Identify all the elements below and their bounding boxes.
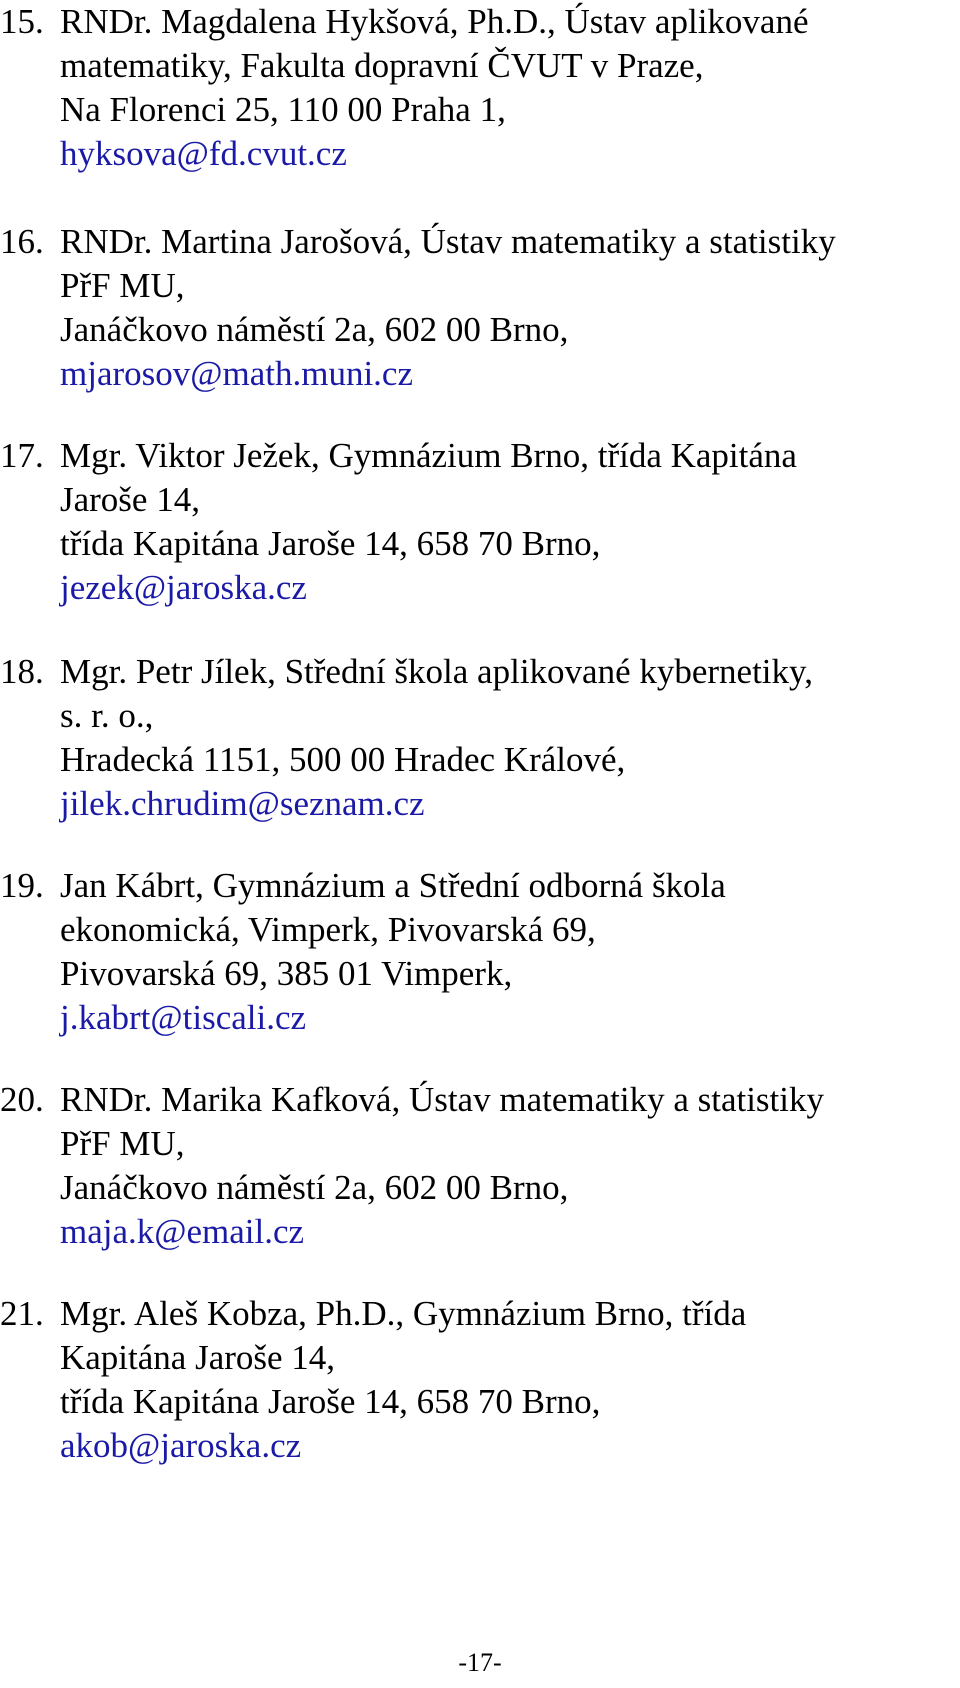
entry-line: RNDr. Martina Jarošová, Ústav matematiky a statistiky [60,222,836,261]
entry-line: Mgr. Viktor Ježek, Gymnázium Brno, třída Kapitána [60,436,797,475]
entry-number: 19. [0,866,44,905]
entry-number: 17. [0,436,44,475]
entry-number: 21. [0,1294,44,1333]
entry-number: 15. [0,2,44,41]
entry-line: PřF MU, [60,1124,185,1163]
entry-number: 18. [0,652,44,691]
entry-line: třída Kapitána Jaroše 14, 658 70 Brno, [60,524,601,563]
entry-line: matematiky, Fakulta dopravní ČVUT v Praze, [60,46,704,85]
entry-number: 16. [0,222,44,261]
entry-line: Pivovarská 69, 385 01 Vimperk, [60,954,513,993]
email-link[interactable]: hyksova@fd.cvut.cz [60,134,347,173]
email-link[interactable]: jezek@jaroska.cz [60,568,307,607]
email-link[interactable]: jilek.chrudim@seznam.cz [60,784,425,823]
entry-line: Janáčkovo náměstí 2a, 602 00 Brno, [60,310,569,349]
entry-line: RNDr. Marika Kafková, Ústav matematiky a statistiky [60,1080,825,1119]
entry-number: 20. [0,1080,44,1119]
email-link[interactable]: j.kabrt@tiscali.cz [60,998,307,1037]
email-link[interactable]: mjarosov@math.muni.cz [60,354,413,393]
entry-line: Mgr. Petr Jílek, Střední škola aplikované kybernetiky, [60,652,814,691]
page-number: -17- [458,1648,502,1677]
entry-line: Jan Kábrt, Gymnázium a Střední odborná škola [60,866,726,905]
entry-line: Jaroše 14, [60,480,200,519]
entry-line: RNDr. Magdalena Hykšová, Ph.D., Ústav aplikované [60,2,809,41]
email-link[interactable]: maja.k@email.cz [60,1212,305,1251]
entry-line: Mgr. Aleš Kobza, Ph.D., Gymnázium Brno, třída [60,1294,747,1333]
entry-line: s. r. o., [60,696,154,735]
entry-line: ekonomická, Vimperk, Pivovarská 69, [60,910,596,949]
entry-line: PřF MU, [60,266,185,305]
entry-line: třída Kapitána Jaroše 14, 658 70 Brno, [60,1382,601,1421]
entry-line: Na Florenci 25, 110 00 Praha 1, [60,90,506,129]
entry-line: Hradecká 1151, 500 00 Hradec Králové, [60,740,626,779]
entry-line: Kapitána Jaroše 14, [60,1338,336,1377]
entry-line: Janáčkovo náměstí 2a, 602 00 Brno, [60,1168,569,1207]
email-link[interactable]: akob@jaroska.cz [60,1426,302,1465]
